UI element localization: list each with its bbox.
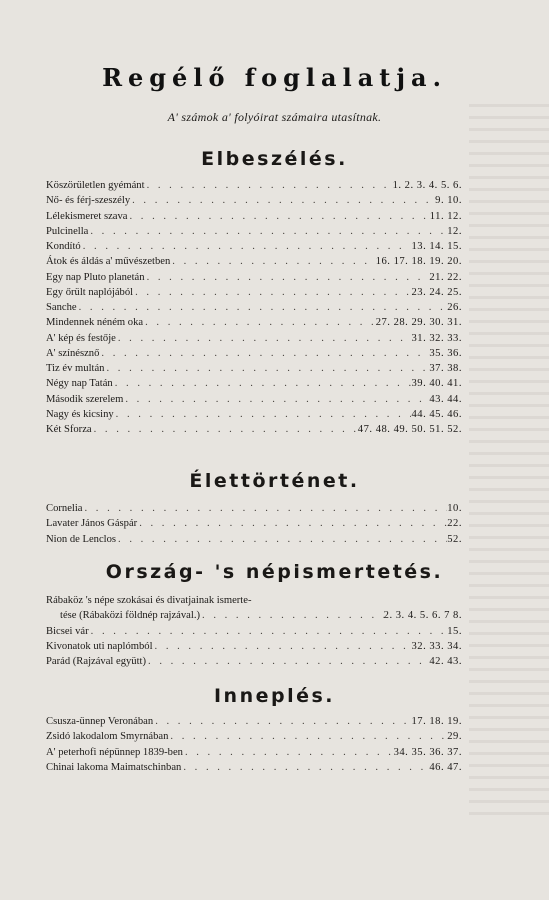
dot-leader [116,333,412,344]
entry-numbers: 22. [447,518,462,530]
toc-entry [46,180,462,195]
toc-entry [46,595,462,610]
entry-numbers: 9. 10. [435,195,462,207]
toc-entry [46,626,462,641]
dot-leader [77,302,448,313]
entry-numbers: 27. 28. 29. 30. 31. [375,317,462,329]
dot-leader [153,716,411,727]
toc-entry [46,534,462,549]
dot-leader [81,241,412,252]
toc-entry [46,333,462,348]
entry-numbers: 21. 22. [429,271,462,283]
entry-numbers: 37. 38. [429,363,462,374]
dot-leader [92,424,358,435]
entry-title: Sanche [46,302,77,313]
toc-entry [46,747,462,762]
entry-title: Tiz év multán [46,363,105,374]
entry-title: Zsidó lakodalom Smyrnában [46,731,169,743]
entry-numbers: 35. 36. [429,347,462,359]
toc-list-orszag-nepismertetes [46,595,462,671]
entry-title: tése (Rábaközi földnép rajzával.) [60,610,201,622]
entry-numbers: 47. 48. 49. 50. 51. 52. [357,424,462,435]
toc-entry [46,518,462,533]
entry-numbers: 32. 33. 34. [411,640,462,652]
entry-title: A' színésznő [46,347,100,359]
dot-leader [82,503,447,514]
section-heading-elettortenet: Élettörténet. [189,470,360,492]
entry-numbers: 39. 40. 41. [411,378,462,390]
entry-title: Pulcinella [46,225,89,237]
entry-title: Kivonatok uti naplómból [46,640,153,652]
entry-numbers: 1. 2. 3. 4. 5. 6. [392,180,462,191]
entry-title: Átok és áldás a' művészetben [46,256,171,268]
entry-title: Két Sforza [46,424,92,435]
entry-numbers: 11. 12. [429,210,462,222]
dot-leader [114,409,412,420]
entry-title: A' kép és festője [46,332,116,344]
section-heading-inneples: Inneplés. [213,685,336,707]
toc-entry [46,211,462,226]
dot-leader [123,394,429,405]
entry-numbers: 44. 45. 46. [411,408,462,420]
toc-entry [46,378,462,393]
entry-numbers: 17. 18. 19. [411,716,462,727]
dot-leader [127,211,429,222]
toc-entry [46,762,462,777]
toc-entry [46,716,462,731]
entry-numbers: 34. 35. 36. 37. [393,746,462,758]
dot-leader [145,180,393,191]
toc-entry [46,424,462,439]
entry-numbers: 29. [447,731,462,743]
dot-leader [137,518,447,529]
dot-leader [183,747,394,758]
toc-entry [46,195,462,210]
dot-leader [116,534,447,545]
toc-entry [46,503,462,518]
entry-numbers: 46. 47. [429,761,462,773]
entry-title: Egy nap Pluto planetán [46,271,145,283]
entry-numbers: 15. [447,625,462,637]
entry-title: Nagy és kicsiny [46,408,114,420]
toc-entry [46,656,462,671]
dot-leader [145,272,430,283]
toc-entry [46,409,462,424]
section-heading-elbeszeles: Elbeszélés. [201,148,348,170]
dot-leader [99,348,429,359]
toc-entry [46,226,462,241]
entry-numbers: 43. 44. [429,393,462,405]
toc-entry [46,610,462,625]
entry-title: Egy őrült naplójából [46,286,134,298]
dot-leader [200,610,384,621]
entry-numbers: 13. 14. 15. [411,241,462,252]
dot-leader [143,317,376,328]
toc-entry [46,641,462,656]
entry-numbers: 2. 3. 4. 5. 6. 7 8. [383,610,462,622]
toc-entry [46,394,462,409]
dot-leader [170,256,375,267]
dot-leader [146,656,429,667]
dot-leader [168,731,447,742]
toc-list-inneples [46,716,462,777]
entry-numbers: 12. [447,225,462,237]
toc-entry [46,241,462,256]
entry-title: Parád (Rajzával együtt) [46,656,147,667]
toc-list-elbeszeles [46,180,462,439]
toc-entry [46,272,462,287]
page-title: Regélő foglalatja. [102,63,447,92]
entry-title: Nő- és férj-szeszély [46,195,131,207]
entry-title: Nion de Lenclos [46,533,117,545]
entry-title: Bicsei vár [46,625,89,637]
toc-entry [46,287,462,302]
bleed-through-texture [469,95,549,815]
page-subtitle: A' számok a' folyóirat számaira utasítnak. [167,110,382,124]
entry-title: A' peterhofi népünnep 1839-ben [46,746,183,758]
entry-numbers: 10. [447,503,462,514]
dot-leader [104,363,429,374]
dot-leader [153,641,412,652]
entry-title: Lavater János Gáspár [46,518,138,530]
entry-title: Négy nap Tatán [46,378,113,390]
entry-numbers: 52. [447,533,462,545]
entry-title: Rábaköz 's népe szokásai és divatjainak ismerte- [46,595,252,606]
dot-leader [181,762,429,773]
entry-title: Chinai lakoma Maimatschinban [46,761,182,773]
entry-title: Mindennek néném oka [46,317,144,329]
toc-entry [46,348,462,363]
toc-entry [46,317,462,332]
dot-leader [130,195,435,206]
toc-entry [46,256,462,271]
entry-title: Lélekismeret szava [46,210,128,222]
entry-title: Cornelia [46,503,83,514]
entry-numbers: 26. [447,302,462,313]
toc-entry [46,363,462,378]
entry-title: Kondító [46,241,81,252]
entry-title: Köszörületlen gyémánt [46,180,145,191]
dot-leader [89,626,448,637]
dot-leader [113,378,412,389]
entry-numbers: 31. 32. 33. [411,332,462,344]
entry-numbers: 42. 43. [429,656,462,667]
toc-entry [46,731,462,746]
toc-entry [46,302,462,317]
entry-title: Csusza-ünnep Veronában [46,716,154,727]
toc-list-elettortenet [46,503,462,549]
entry-numbers: 23. 24. 25. [411,286,462,298]
dot-leader [133,287,411,298]
entry-title: Második szerelem [46,393,124,405]
entry-numbers: 16. 17. 18. 19. 20. [375,256,462,268]
section-heading-orszag-nepismertetes: Ország- 's népismertetés. [105,561,444,583]
dot-leader [88,226,447,237]
